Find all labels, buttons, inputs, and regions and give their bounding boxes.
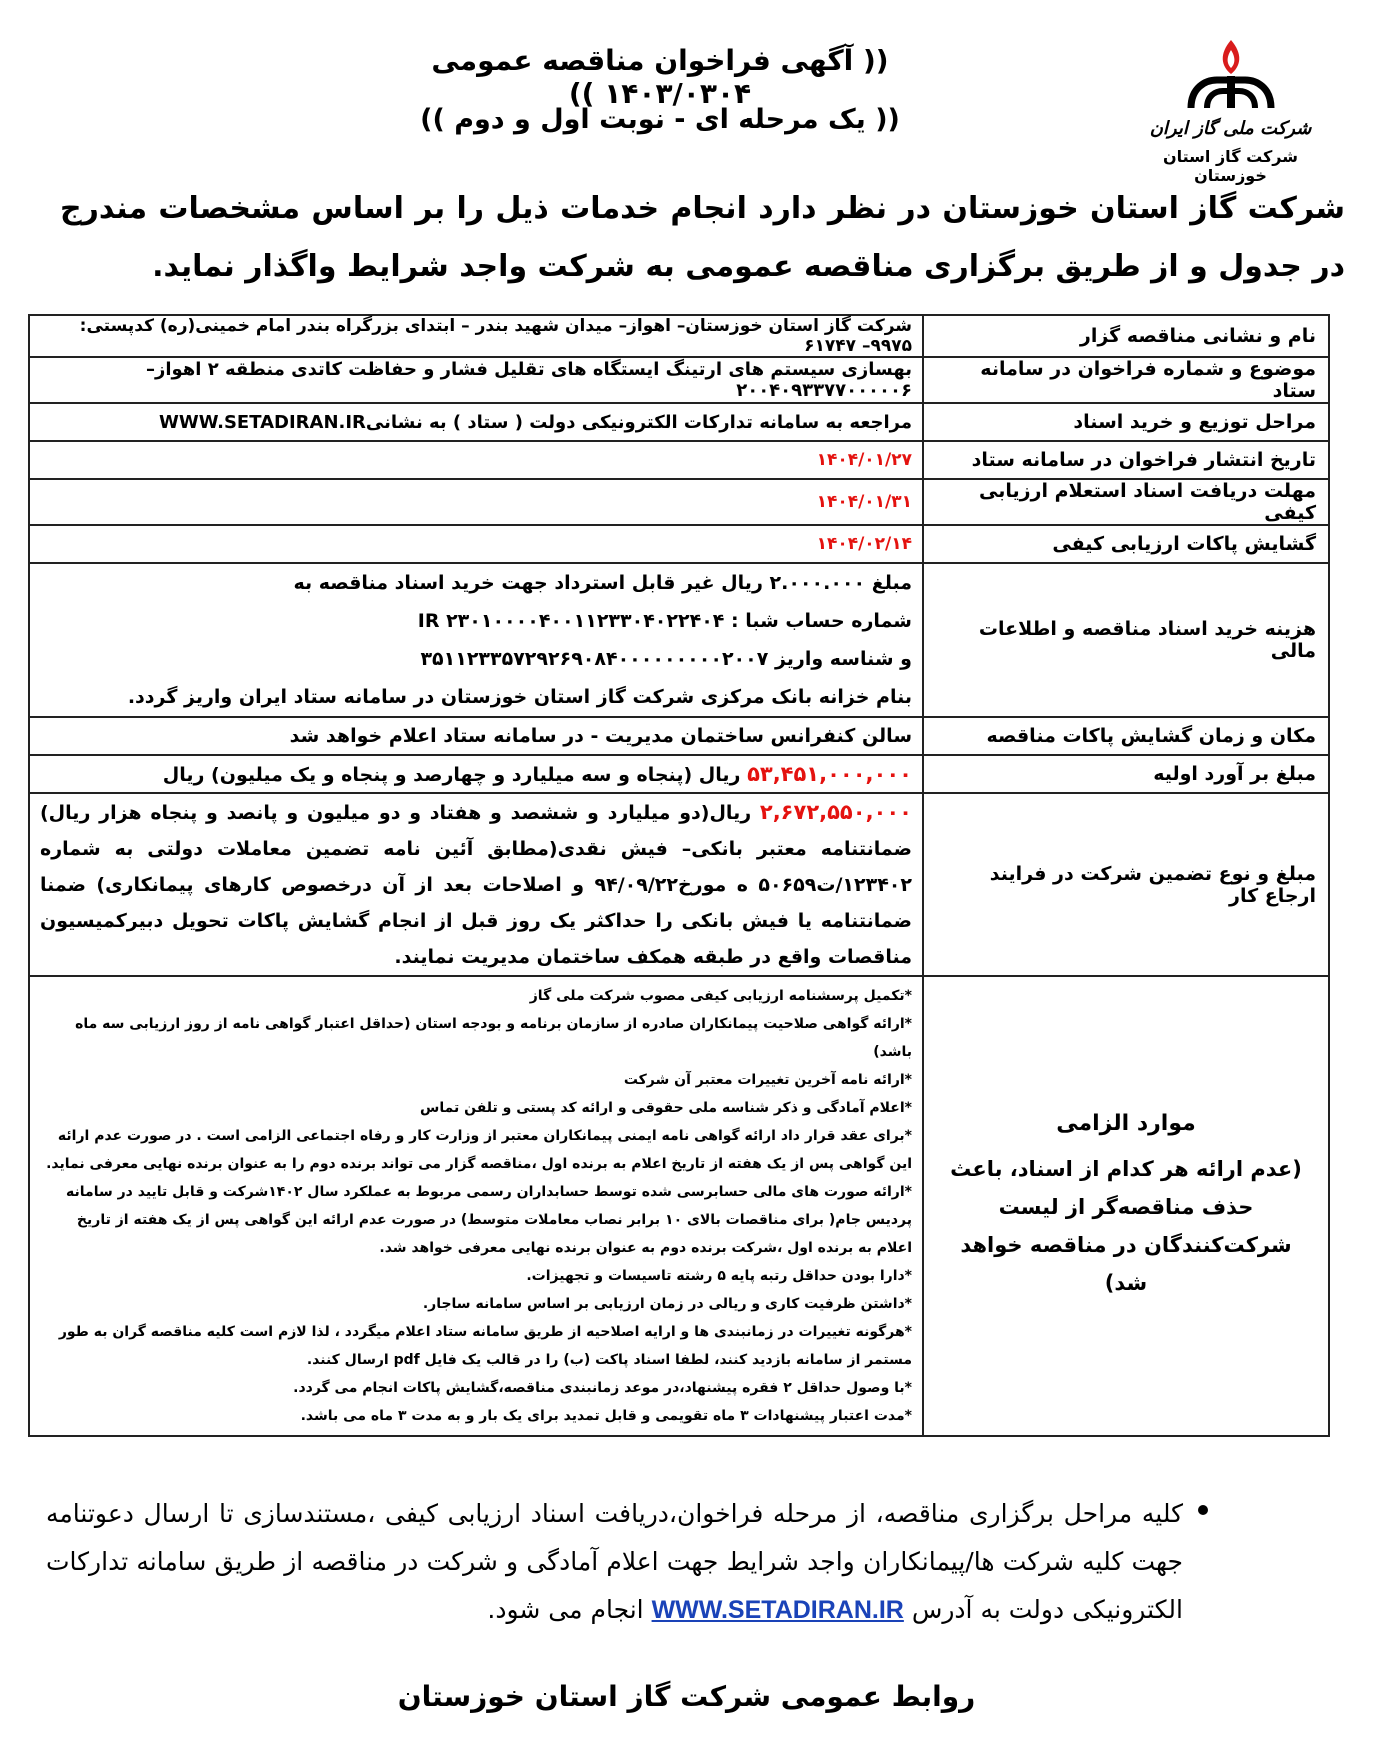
guarantee-paragraph — [40, 794, 912, 975]
row-label: مبلغ و نوع تضمین شرکت در فرایند ارجاع کار — [923, 793, 1329, 976]
publish-date: ۱۴۰۴/۰۱/۲۷ — [29, 441, 923, 479]
logo-script-text: شرکت ملی گاز ایران — [1149, 118, 1312, 139]
row-label: موضوع و شماره فراخوان در سامانه ستاد — [923, 357, 1329, 403]
requirement-item: *تکمیل پرسشنامه ارزیابی کیفی مصوب شرکت ملی گاز — [529, 988, 912, 1004]
table-row-guarantee — [29, 793, 1329, 976]
deadline-date: ۱۴۰۴/۰۱/۳۱ — [29, 479, 923, 525]
guarantee-text: ریال(دو میلیارد و ششصد و هفتاد و دو میلیون و پانصد و پنجاه هزار ریال) ضمانتنامه معتبر بانکی– فیش نقدی(مطابق آئین نامه تضمین معاملات دولتی به شماره ۱۲۳۴۰۲/ت۵۰۶۵۹ ه مورخ۹۴/۰۹/۲۲ و اصلاحات بعد از آن درخصوص کارهای پیمانکاری) ضمنا ضمانتنامه یا فیش بانکی را حداکثر یک روز قبل از انجام گشایش پاکات تحویل دبیرکمیسیون مناقصات واقع در طبقه همکف ساختمان مدیریت نمایند. — [40, 802, 912, 968]
footer-signature: روابط عمومی شرکت گاز استان خوزستان — [397, 1680, 976, 1713]
requirement-item: *هرگونه تغییرات در زمانبندی ها و ارایه اصلاحیه از طریق سامانه ستاد اعلام میگردد ، لذا لازم است کلیه مناقصه گران به طور مستمر از سامانه بازدید کنند، لطفا اسناد پاکت (ب) را در قالب یک فایل pdf ارسال کنند. — [58, 1324, 912, 1368]
requirement-item: *مدت اعتبار پیشنهادات ۳ ماه تقویمی و قابل تمدید برای یک بار و به مدت ۳ ماه می باشد. — [300, 1408, 912, 1424]
table-row-opening — [29, 525, 1329, 563]
tender-details-table — [28, 314, 1330, 1437]
estimate-amount: ۵۳,۴۵۱,۰۰۰,۰۰۰ — [747, 762, 912, 786]
requirement-item: *ارائه نامه آخرین تغییرات معتبر آن شرکت — [623, 1072, 912, 1088]
table-row-requirements — [29, 976, 1329, 1436]
requirement-item: *برای عقد قرار داد ارائه گواهی نامه ایمنی پیمانکاران معتبر از وزارت کار و رفاه اجتماعی الزامی است . در صورت عدم ارائه این گواهی پس از یک هفته از تاریخ اعلام به برنده اول ،مناقصه گزار می تواند برنده دوم را به عنوان برنده نهایی معرفی نماید. — [46, 1128, 912, 1172]
gas-company-emblem-icon — [1171, 36, 1291, 116]
row-label: مهلت دریافت اسناد استعلام ارزیابی کیفی — [923, 479, 1329, 525]
row-label: هزینه خرید اسناد مناقصه و اطلاعات مالی — [923, 563, 1329, 717]
notice-title: (( آگهی فراخوان مناقصه عمومی ۱۴۰۳/۰۳۰۴ )) — [431, 44, 889, 110]
guarantee-info — [29, 793, 923, 976]
setadiran-link[interactable]: WWW.SETADIRAN.IR — [651, 1596, 904, 1624]
requirement-item: *ارائه گواهی صلاحیت پیمانکاران صادره از سازمان برنامه و بودجه استان (حداقل اعتبار گواهی نامه از روز ارزیابی سه ماه باشد) — [75, 1016, 912, 1060]
estimate-info — [29, 755, 923, 793]
table-row-finance — [29, 563, 1329, 717]
row-label: گشایش پاکات ارزیابی کیفی — [923, 525, 1329, 563]
row-label: مراحل توزیع و خرید اسناد — [923, 403, 1329, 441]
finance-line: مبلغ ۲.۰۰۰.۰۰۰ ریال غیر قابل استرداد جهت خرید اسناد مناقصه به — [293, 572, 912, 594]
intro-paragraph: شرکت گاز استان خوزستان در نظر دارد انجام خدمات ذیل را بر اساس مشخصات مندرج در جدول و از طریق برگزاری مناقصه عمومی به شرکت واجد شرایط واگذار نماید. — [60, 191, 1345, 284]
finance-line: و شناسه واریز ۳۵۱۱۲۳۳۵۷۲۹۲۶۹۰۸۴۰۰۰۰۰۰۰۰۰۲۰۰۷ — [420, 648, 912, 670]
finance-line: بنام خزانه بانک مرکزی شرکت گاز استان خوزستان در سامانه ستاد ایران واریز گردد. — [127, 686, 912, 708]
tender-subject: بهسازی سیستم های ارتینگ ایستگاه های تقلیل فشار و حفاظت کاتدی منطقه ۲ اهواز– ۲۰۰۴۰۹۳۳۷۷۰۰۰۰۰۶ — [29, 357, 923, 403]
requirements-title: موارد الزامی — [1056, 1110, 1196, 1136]
guarantee-amount: ۲,۶۷۲,۵۵۰,۰۰۰ — [759, 800, 912, 824]
table-row-organizer — [29, 315, 1329, 357]
row-label: مبلغ بر آورد اولیه — [923, 755, 1329, 793]
table-row-deadline — [29, 479, 1329, 525]
opening-date: ۱۴۰۴/۰۲/۱۴ — [29, 525, 923, 563]
requirement-item: *داشتن ظرفیت کاری و ریالی در زمان ارزیابی بر اساس سامانه ساجار. — [422, 1296, 912, 1312]
finance-line: شماره حساب شبا : IR ۲۳۰۱۰۰۰۰۴۰۰۱۱۲۳۳۰۴۰۲۲۴۰۴ — [417, 610, 912, 632]
procedure-text: کلیه مراحل برگزاری مناقصه، از مرحله فراخوان،دریافت اسناد ارزیابی کیفی ،مستندسازی تا ارسال دعوتنامه جهت کلیه شرکت ها/پیمانکاران واجد شرایط جهت اعلام آمادگی و شرکت در مناقصه از طریق سامانه تدارکات الکترونیکی دولت به آدرس — [46, 1499, 1183, 1624]
row-label: مکان و زمان گشایش پاکات مناقصه — [923, 717, 1329, 755]
organizer-address: شرکت گاز استان خوزستان– اهواز– میدان شهید بندر – ابتدای بزرگراه بندر امام خمینی(ره) کدپستی: ۹۹۷۵– ۶۱۷۴۷ — [29, 315, 923, 357]
requirements-list — [29, 976, 923, 1436]
requirement-item: *ارائه صورت های مالی حسابرسی شده توسط حسابداران رسمی مربوط به عملکرد سال ۱۴۰۲شرکت و قابل تایید در سامانه پردیس جام( برای مناقصات بالای ۱۰ برابر نصاب معاملات متوسط) در صورت عدم ارائه این گواهی پس از یک هفته از تاریخ اعلام به برنده اول ،شرکت برنده دوم به عنوان برنده نهایی معرفی خواهد شد. — [66, 1184, 912, 1256]
requirements-label — [923, 976, 1329, 1436]
row-label: تاریخ انتشار فراخوان در سامانه ستاد — [923, 441, 1329, 479]
distribution-info: مراجعه به سامانه تدارکات الکترونیکی دولت ( ستاد ) به نشانیWWW.SETADIRAN.IR — [29, 403, 923, 441]
requirements-note: (عدم ارائه هر کدام از اسناد، باعث حذف مناقصه‌گر از لیست شرکت‌کنندگان در مناقصه خواهد شد) — [950, 1156, 1302, 1295]
table-row-distribution — [29, 403, 1329, 441]
bullet-icon — [1198, 1505, 1208, 1515]
venue-info: سالن کنفرانس ساختمان مدیریت - در سامانه ستاد اعلام خواهد شد — [29, 717, 923, 755]
table-row-publish-date — [29, 441, 1329, 479]
table-row-subject — [29, 357, 1329, 403]
finance-details — [29, 563, 923, 717]
notice-subtitle: (( یک مرحله ای - نوبت اول و دوم )) — [420, 104, 900, 135]
procedure-paragraph — [46, 1490, 1183, 1634]
company-logo — [1128, 36, 1333, 185]
logo-company-name: شرکت گاز استان خوزستان — [1162, 147, 1298, 185]
procedure-suffix: انجام می شود. — [487, 1595, 652, 1624]
requirement-item: *اعلام آمادگی و ذکر شناسه ملی حقوقی و ارائه کد پستی و تلفن تماس — [420, 1100, 912, 1116]
requirement-item: *دارا بودن حداقل رتبه پایه ۵ رشته تاسیسات و تجهیزات. — [526, 1268, 912, 1284]
row-label: نام و نشانی مناقصه گزار — [923, 315, 1329, 357]
requirement-item: *با وصول حداقل ۲ فقره پیشنهاد،در موعد زمانبندی مناقصه،گشایش پاکات انجام می گردد. — [293, 1380, 912, 1396]
estimate-text: ریال (پنجاه و سه میلیارد و چهارصد و پنجاه و یک میلیون) ریال — [162, 764, 748, 786]
table-row-estimate — [29, 755, 1329, 793]
table-row-venue — [29, 717, 1329, 755]
